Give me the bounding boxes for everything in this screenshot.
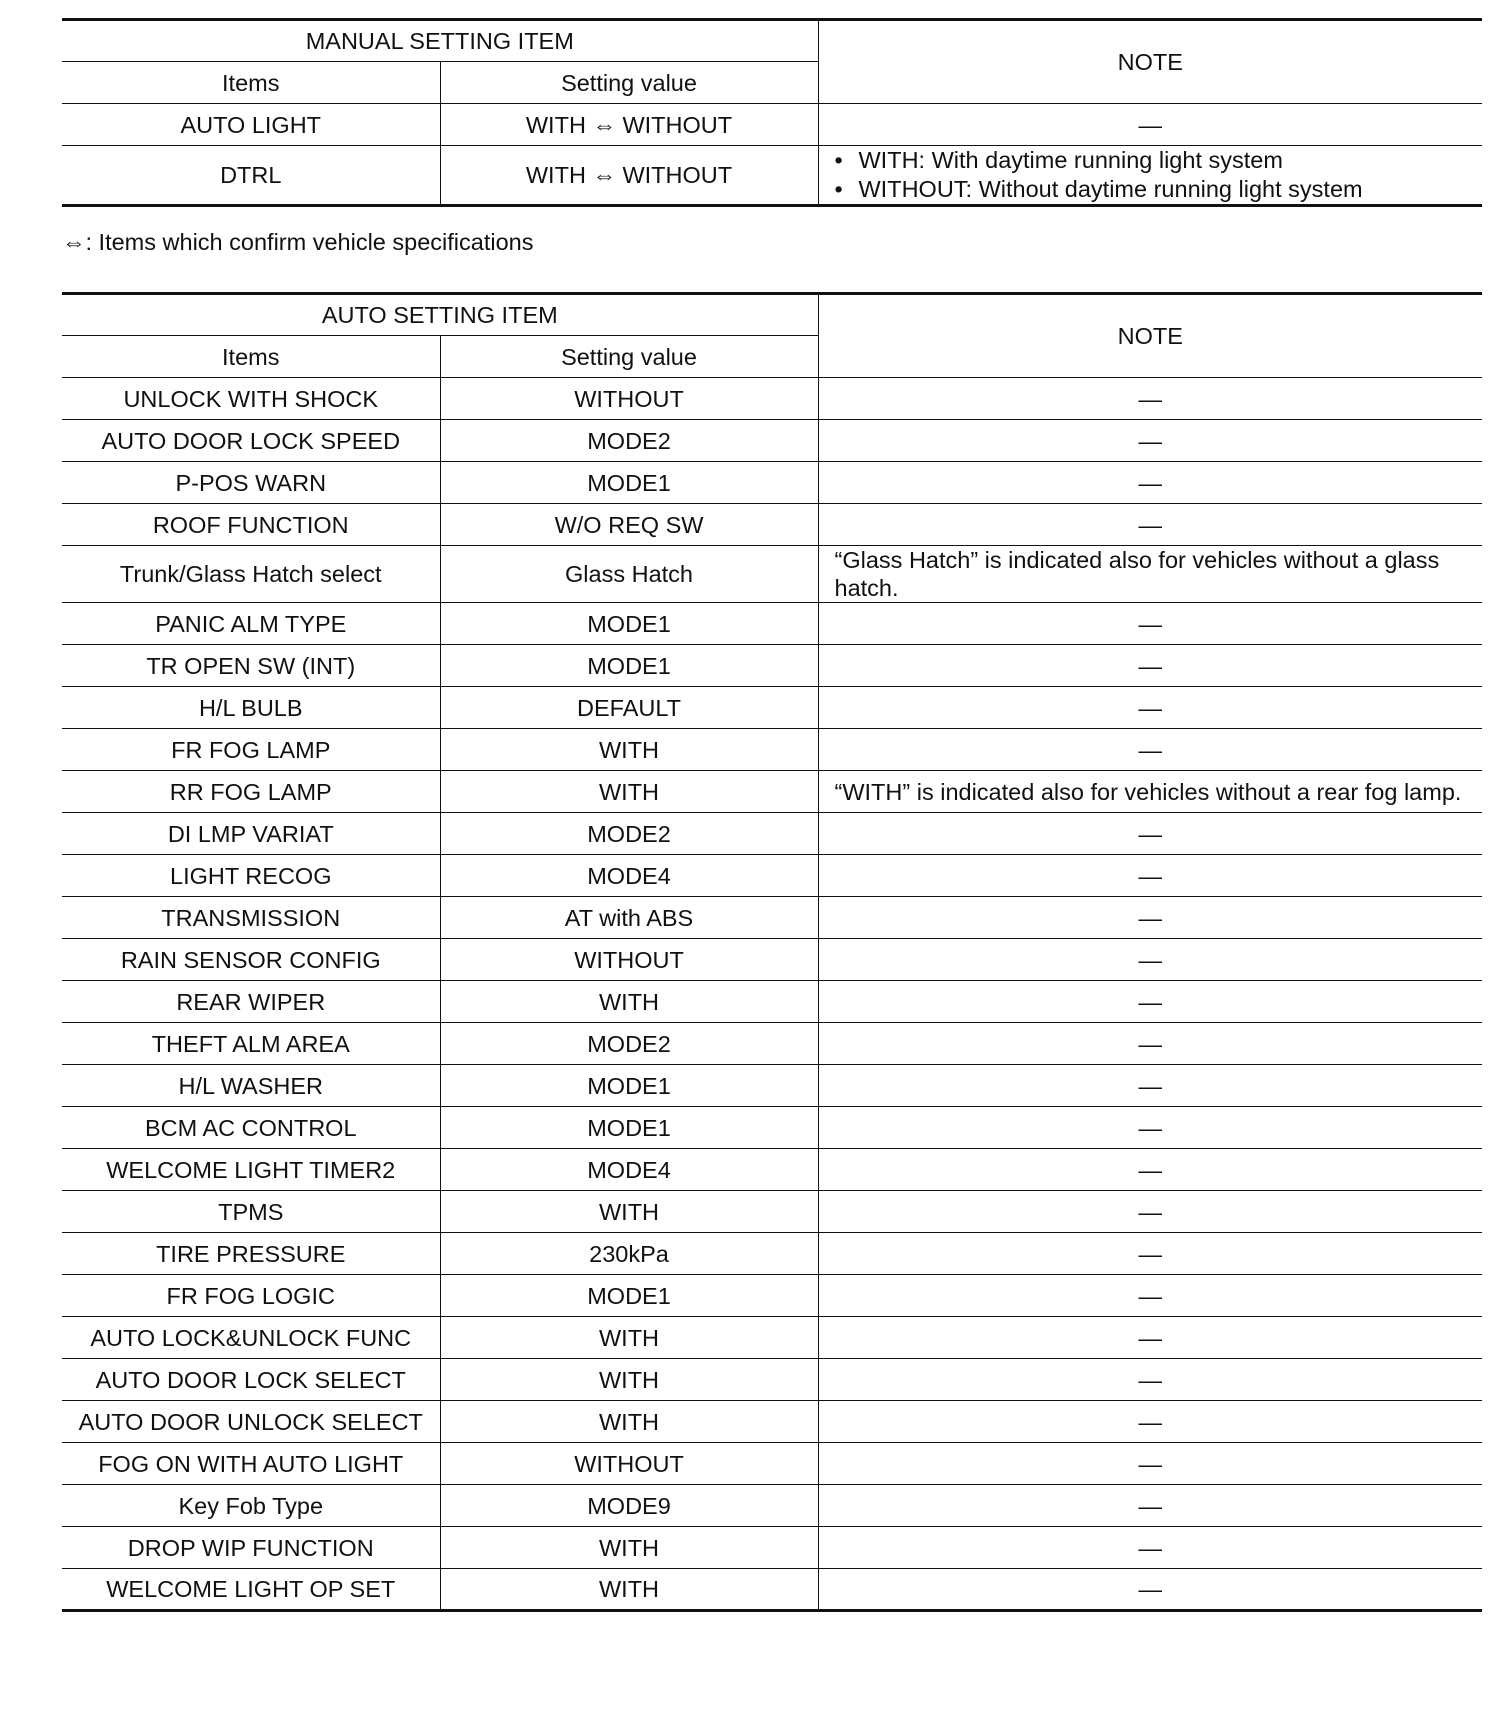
setting-value-cell: WITHOUT: [440, 378, 818, 420]
note-cell: —: [818, 1527, 1482, 1569]
item-cell: TIRE PRESSURE: [62, 1233, 440, 1275]
setting-value-cell: MODE1: [440, 1275, 818, 1317]
setting-value-cell: DEFAULT: [440, 687, 818, 729]
item-cell: TR OPEN SW (INT): [62, 645, 440, 687]
item-cell: THEFT ALM AREA: [62, 1023, 440, 1065]
table-row: [62, 1527, 1482, 1569]
note-cell: —: [818, 1149, 1482, 1191]
table-row: [62, 1191, 1482, 1233]
item-cell: AUTO DOOR LOCK SELECT: [62, 1359, 440, 1401]
setting-value-cell: Glass Hatch: [440, 546, 818, 603]
setting-value-cell: WITH: [440, 1359, 818, 1401]
table-row: [62, 771, 1482, 813]
item-cell: H/L BULB: [62, 687, 440, 729]
table-row: [62, 504, 1482, 546]
setting-value-cell: 230kPa: [440, 1233, 818, 1275]
setting-value-cell: WITH: [440, 729, 818, 771]
table-row: [62, 1569, 1482, 1611]
table-row: [62, 1107, 1482, 1149]
table-row: [62, 603, 1482, 645]
table-row: [62, 855, 1482, 897]
group-header: MANUAL SETTING ITEM: [62, 20, 818, 62]
item-cell: Trunk/Glass Hatch select: [62, 546, 440, 603]
note-cell: —: [818, 104, 1482, 146]
item-cell: BCM AC CONTROL: [62, 1107, 440, 1149]
table-row: [62, 1149, 1482, 1191]
table-row: [62, 939, 1482, 981]
setting-value-cell: WITH: [440, 771, 818, 813]
table-header-row: [62, 20, 1482, 62]
table-header-row: [62, 294, 1482, 336]
table-row: [62, 729, 1482, 771]
group-header: AUTO SETTING ITEM: [62, 294, 818, 336]
item-cell: LIGHT RECOG: [62, 855, 440, 897]
setting-value-cell: WITH: [440, 1191, 818, 1233]
item-cell: RR FOG LAMP: [62, 771, 440, 813]
setting-value-cell: WITHOUT: [440, 939, 818, 981]
table-row: [62, 420, 1482, 462]
note-cell: —: [818, 1317, 1482, 1359]
legend-note: ⇔: Items which confirm vehicle specifications: [62, 229, 534, 255]
item-cell: Key Fob Type: [62, 1485, 440, 1527]
note-cell: —: [818, 504, 1482, 546]
manual-setting-table: [62, 18, 1482, 207]
item-cell: TRANSMISSION: [62, 897, 440, 939]
table-row: [62, 1485, 1482, 1527]
item-cell: WELCOME LIGHT TIMER2: [62, 1149, 440, 1191]
note-bullet: • WITH: With daytime running light system: [835, 146, 1479, 175]
table-row: [62, 1065, 1482, 1107]
item-cell: AUTO DOOR UNLOCK SELECT: [62, 1401, 440, 1443]
setting-value-cell: MODE1: [440, 462, 818, 504]
item-cell: AUTO DOOR LOCK SPEED: [62, 420, 440, 462]
setting-value-header: Setting value: [440, 62, 818, 104]
table-row: [62, 687, 1482, 729]
setting-value-cell: MODE1: [440, 603, 818, 645]
table-row: [62, 1275, 1482, 1317]
item-cell: H/L WASHER: [62, 1065, 440, 1107]
setting-value-header: Setting value: [440, 336, 818, 378]
item-cell: REAR WIPER: [62, 981, 440, 1023]
note-cell: —: [818, 981, 1482, 1023]
note-cell: —: [818, 420, 1482, 462]
table-row: [62, 645, 1482, 687]
table-row: [62, 1359, 1482, 1401]
setting-value-cell: W/O REQ SW: [440, 504, 818, 546]
note-cell: —: [818, 897, 1482, 939]
note-cell: —: [818, 687, 1482, 729]
setting-value-cell: AT with ABS: [440, 897, 818, 939]
note-header: NOTE: [818, 20, 1482, 104]
table-row: [62, 1233, 1482, 1275]
note-cell: “Glass Hatch” is indicated also for vehicles without a glass hatch.: [818, 546, 1482, 603]
note-cell: —: [818, 939, 1482, 981]
item-cell: PANIC ALM TYPE: [62, 603, 440, 645]
note-cell: —: [818, 1107, 1482, 1149]
item-cell: AUTO LIGHT: [62, 104, 440, 146]
setting-value-cell: WITH: [440, 1527, 818, 1569]
setting-value-cell: WITH: [440, 1317, 818, 1359]
note-cell: —: [818, 1065, 1482, 1107]
table-row: [62, 1317, 1482, 1359]
table-row: [62, 546, 1482, 603]
note-cell: —: [818, 462, 1482, 504]
note-cell: —: [818, 1401, 1482, 1443]
setting-value-cell: MODE9: [440, 1485, 818, 1527]
setting-value-cell: MODE2: [440, 813, 818, 855]
setting-value-cell: WITHOUT: [440, 1443, 818, 1485]
setting-value-cell: WITH ⇔ WITHOUT: [440, 146, 818, 206]
setting-value-cell: MODE1: [440, 1065, 818, 1107]
note-cell: —: [818, 603, 1482, 645]
table-row: [62, 981, 1482, 1023]
setting-value-cell: MODE2: [440, 420, 818, 462]
note-cell: [818, 146, 1482, 206]
note-cell: —: [818, 1233, 1482, 1275]
note-cell: —: [818, 855, 1482, 897]
note-cell: —: [818, 1569, 1482, 1611]
auto-setting-table: [62, 292, 1482, 1612]
item-cell: FOG ON WITH AUTO LIGHT: [62, 1443, 440, 1485]
table-row: [62, 1023, 1482, 1065]
note-cell: —: [818, 729, 1482, 771]
note-bullet-list: [835, 146, 1479, 204]
table-row: [62, 462, 1482, 504]
note-cell: —: [818, 813, 1482, 855]
note-cell: —: [818, 1443, 1482, 1485]
setting-value-cell: WITH: [440, 1569, 818, 1611]
note-cell: —: [818, 378, 1482, 420]
item-cell: P-POS WARN: [62, 462, 440, 504]
note-cell: —: [818, 645, 1482, 687]
item-cell: UNLOCK WITH SHOCK: [62, 378, 440, 420]
item-cell: RAIN SENSOR CONFIG: [62, 939, 440, 981]
item-cell: FR FOG LAMP: [62, 729, 440, 771]
setting-value-cell: WITH: [440, 981, 818, 1023]
note-cell: —: [818, 1359, 1482, 1401]
items-header: Items: [62, 336, 440, 378]
setting-value-cell: WITH ⇔ WITHOUT: [440, 104, 818, 146]
item-cell: DTRL: [62, 146, 440, 206]
note-cell: —: [818, 1191, 1482, 1233]
note-cell: —: [818, 1275, 1482, 1317]
table-row: [62, 1443, 1482, 1485]
setting-value-cell: WITH: [440, 1401, 818, 1443]
items-header: Items: [62, 62, 440, 104]
note-cell: —: [818, 1485, 1482, 1527]
setting-value-cell: MODE1: [440, 1107, 818, 1149]
item-cell: ROOF FUNCTION: [62, 504, 440, 546]
item-cell: FR FOG LOGIC: [62, 1275, 440, 1317]
table-row: [62, 378, 1482, 420]
item-cell: TPMS: [62, 1191, 440, 1233]
item-cell: DROP WIP FUNCTION: [62, 1527, 440, 1569]
setting-value-cell: MODE4: [440, 855, 818, 897]
note-bullet: • WITHOUT: Without daytime running light system: [835, 175, 1479, 204]
table-row: [62, 813, 1482, 855]
table-row: [62, 146, 1482, 206]
note-header: NOTE: [818, 294, 1482, 378]
table-row: [62, 897, 1482, 939]
setting-value-cell: MODE2: [440, 1023, 818, 1065]
note-cell: “WITH” is indicated also for vehicles without a rear fog lamp.: [818, 771, 1482, 813]
setting-value-cell: MODE1: [440, 645, 818, 687]
setting-value-cell: MODE4: [440, 1149, 818, 1191]
item-cell: WELCOME LIGHT OP SET: [62, 1569, 440, 1611]
note-cell: —: [818, 1023, 1482, 1065]
table-row: [62, 1401, 1482, 1443]
table-row: [62, 104, 1482, 146]
item-cell: DI LMP VARIAT: [62, 813, 440, 855]
item-cell: AUTO LOCK&UNLOCK FUNC: [62, 1317, 440, 1359]
